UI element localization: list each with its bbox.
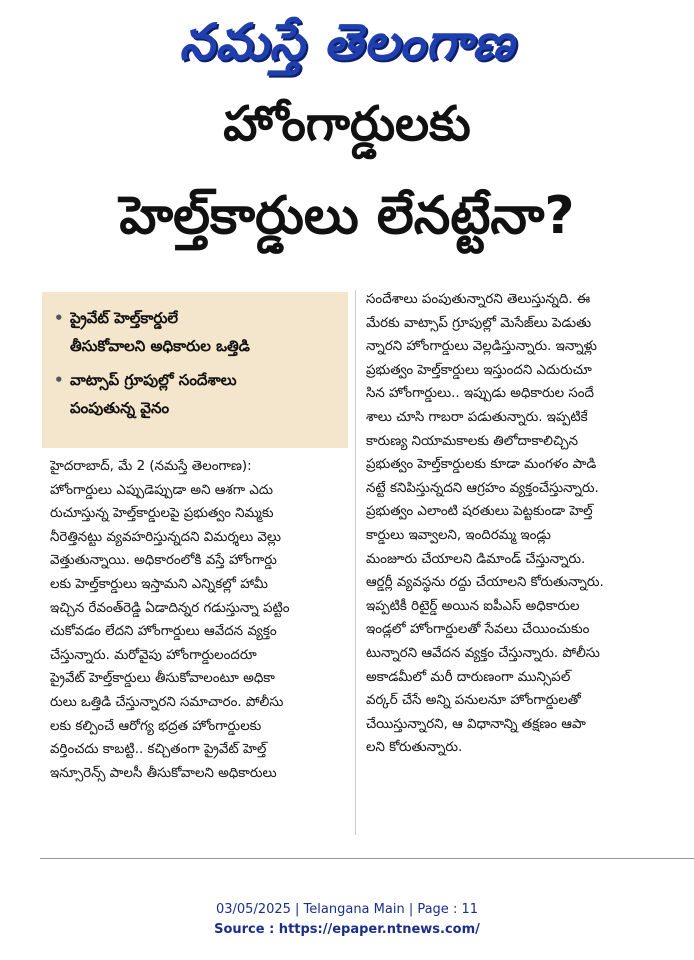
article-line: నట్టే కనిపిస్తున్నదని ఆగ్రహం వ్యక్తంచేస్తున్నారు.: [366, 480, 599, 496]
article-line: ప్రభుత్వం హెల్త్‌కార్డులు ఇస్తుందని ఎదురుచూ: [366, 362, 592, 378]
bullet-icon: •: [54, 309, 64, 327]
highlight-text: పంపుతున్న వైనం: [70, 399, 170, 417]
article-line: వర్కర్ చేసే అన్ని పనులనూ హోంగార్డులతో: [366, 693, 581, 709]
article-line: అకాడమీలో మరీ దారుణంగా మున్సిపల్: [366, 669, 571, 685]
article-line: వెత్తుతున్నాయి. అధికారంలోకి వస్తే హోంగార్డు: [50, 553, 277, 569]
highlight-item: [52, 366, 338, 422]
article-line: నీరెత్తినట్టు వ్యవహరిస్తున్నదని విమర్శలు వెల్లు: [50, 529, 281, 545]
article-line: రులు ఒత్తిడి చేస్తున్నారని సమాచారం. పోలీసు: [50, 694, 284, 710]
article-line: లకు కల్పించే ఆరోగ్య భద్రత హోంగార్డులకు: [50, 718, 262, 734]
article-line: చేస్తున్నారు. మరోవైపు హోంగార్డులందరూ: [50, 647, 257, 663]
bullet-icon: •: [54, 371, 64, 389]
highlights-box: [42, 292, 348, 448]
article-column-left: [50, 455, 342, 785]
article-line: లని కోరుతున్నారు.: [366, 740, 463, 756]
article-line: లకు హెల్త్‌కార్డులు ఇస్తామని ఎన్నికల్లో హామీ: [50, 576, 268, 592]
highlight-text: ప్రైవేట్ హెల్త్‌కార్డులే: [70, 309, 179, 327]
article-line: చుకోవడం లేదని హోంగార్డులు ఆవేదన వ్యక్తం: [50, 624, 277, 640]
article-line: కార్డులు ఇవ్వాలని, ఇందిరమ్మ ఇండ్లు: [366, 527, 551, 543]
article-line: కారుణ్య నియామకాలకు తిలోదాకాలిచ్చిన: [366, 433, 579, 449]
article-line: న్నారని హోంగార్డులు వెల్లడిస్తున్నారు. ఇన్నాళ్లు: [366, 339, 597, 355]
article-line: సందేశాలు పంపుతున్నారని తెలుస్తున్నది. ఈ: [366, 292, 591, 307]
article-line: చేయిస్తున్నారని, ఆ విధానాన్ని తక్షణం ఆపా: [366, 716, 586, 732]
highlight-text: తీసుకోవాలని అధికారుల ఒత్తిడి: [70, 337, 250, 355]
footer-date-page: 03/05/2025 | Telangana Main | Page : 11: [215, 902, 478, 917]
article-line: మంజూరు చేయాలని డిమాండ్ చేస్తున్నారు.: [366, 551, 586, 567]
article-line: రుచూస్తున్న హెల్త్‌కార్డులపై ప్రభుత్వం నిమ్మకు: [50, 506, 274, 522]
article-line: ప్రభుత్వం హెల్త్‌కార్డులకు కూడా మంగళం పాడి: [366, 457, 597, 473]
article-line: ప్రైవేట్ హెల్త్‌కార్డులు తీసుకోవాలంటూ అధికా: [50, 671, 275, 687]
article-line: టున్నారని ఆవేదన వ్యక్తం చేస్తున్నారు. పోలీసు: [366, 645, 600, 661]
article-line: హైదరాబాద్, మే 2 (నమస్తే తెలంగాణ):: [50, 459, 252, 474]
article-column-right: [366, 288, 688, 760]
article-line: ఇన్సూరెన్స్ పాలసీ తీసుకోవాలని అధికారులు: [50, 765, 277, 781]
article-line: సిన హోంగార్డులు.. ఇప్పుడు అధికారుల సందే: [366, 386, 595, 402]
footer-source: Source : https://epaper.ntnews.com/: [214, 922, 480, 937]
article-line: వర్తించదు కాబట్టి.. కచ్చితంగా ప్రైవేట్ హెల్త్: [50, 742, 267, 758]
article-line: ఆర్డర్లీ వ్యవస్థను రద్దు చేయాలని కోరుతున్నారు.: [366, 575, 604, 591]
article-line: ఇప్పటికీ రిటైర్డ్ అయిన ఐపీఎస్ అధికారుల: [366, 598, 580, 614]
article-line: మేరకు వాట్సాప్ గ్రూపుల్లో మెసేజ్‌లు పెడుతు: [366, 315, 592, 331]
highlight-item: [52, 304, 338, 360]
masthead-logo: నమస్తే తెలంగాణ: [179, 13, 515, 71]
article-line: హోంగార్డులు ఎప్పుడెప్పుడా అని ఆశగా ఎదు: [50, 482, 273, 498]
article-line: శాలు చూసి గాబరా పడుతున్నారు. ఇప్పటికే: [366, 409, 588, 425]
article-line: ఇచ్చిన రేవంత్‌రెడ్డి ఏడాదిన్నర గడుస్తున్నా పట్టిం: [50, 600, 290, 616]
article-line: ప్రభుత్వం ఎలాంటి షరతులు పెట్టకుండా హెల్త్: [366, 504, 593, 520]
highlight-text: వాట్సాప్ గ్రూపుల్లో సందేశాలు: [70, 371, 237, 389]
headline-line-1: హోంగార్డులకు: [223, 96, 471, 152]
bottom-divider: [40, 858, 694, 859]
article-line: ఇండ్లలో హోంగార్డులతో సేవలు చేయించుకుం: [366, 622, 590, 638]
column-divider: [355, 290, 356, 835]
headline-line-2: హెల్త్‌కార్డులు లేనట్టేనా?: [119, 186, 575, 246]
